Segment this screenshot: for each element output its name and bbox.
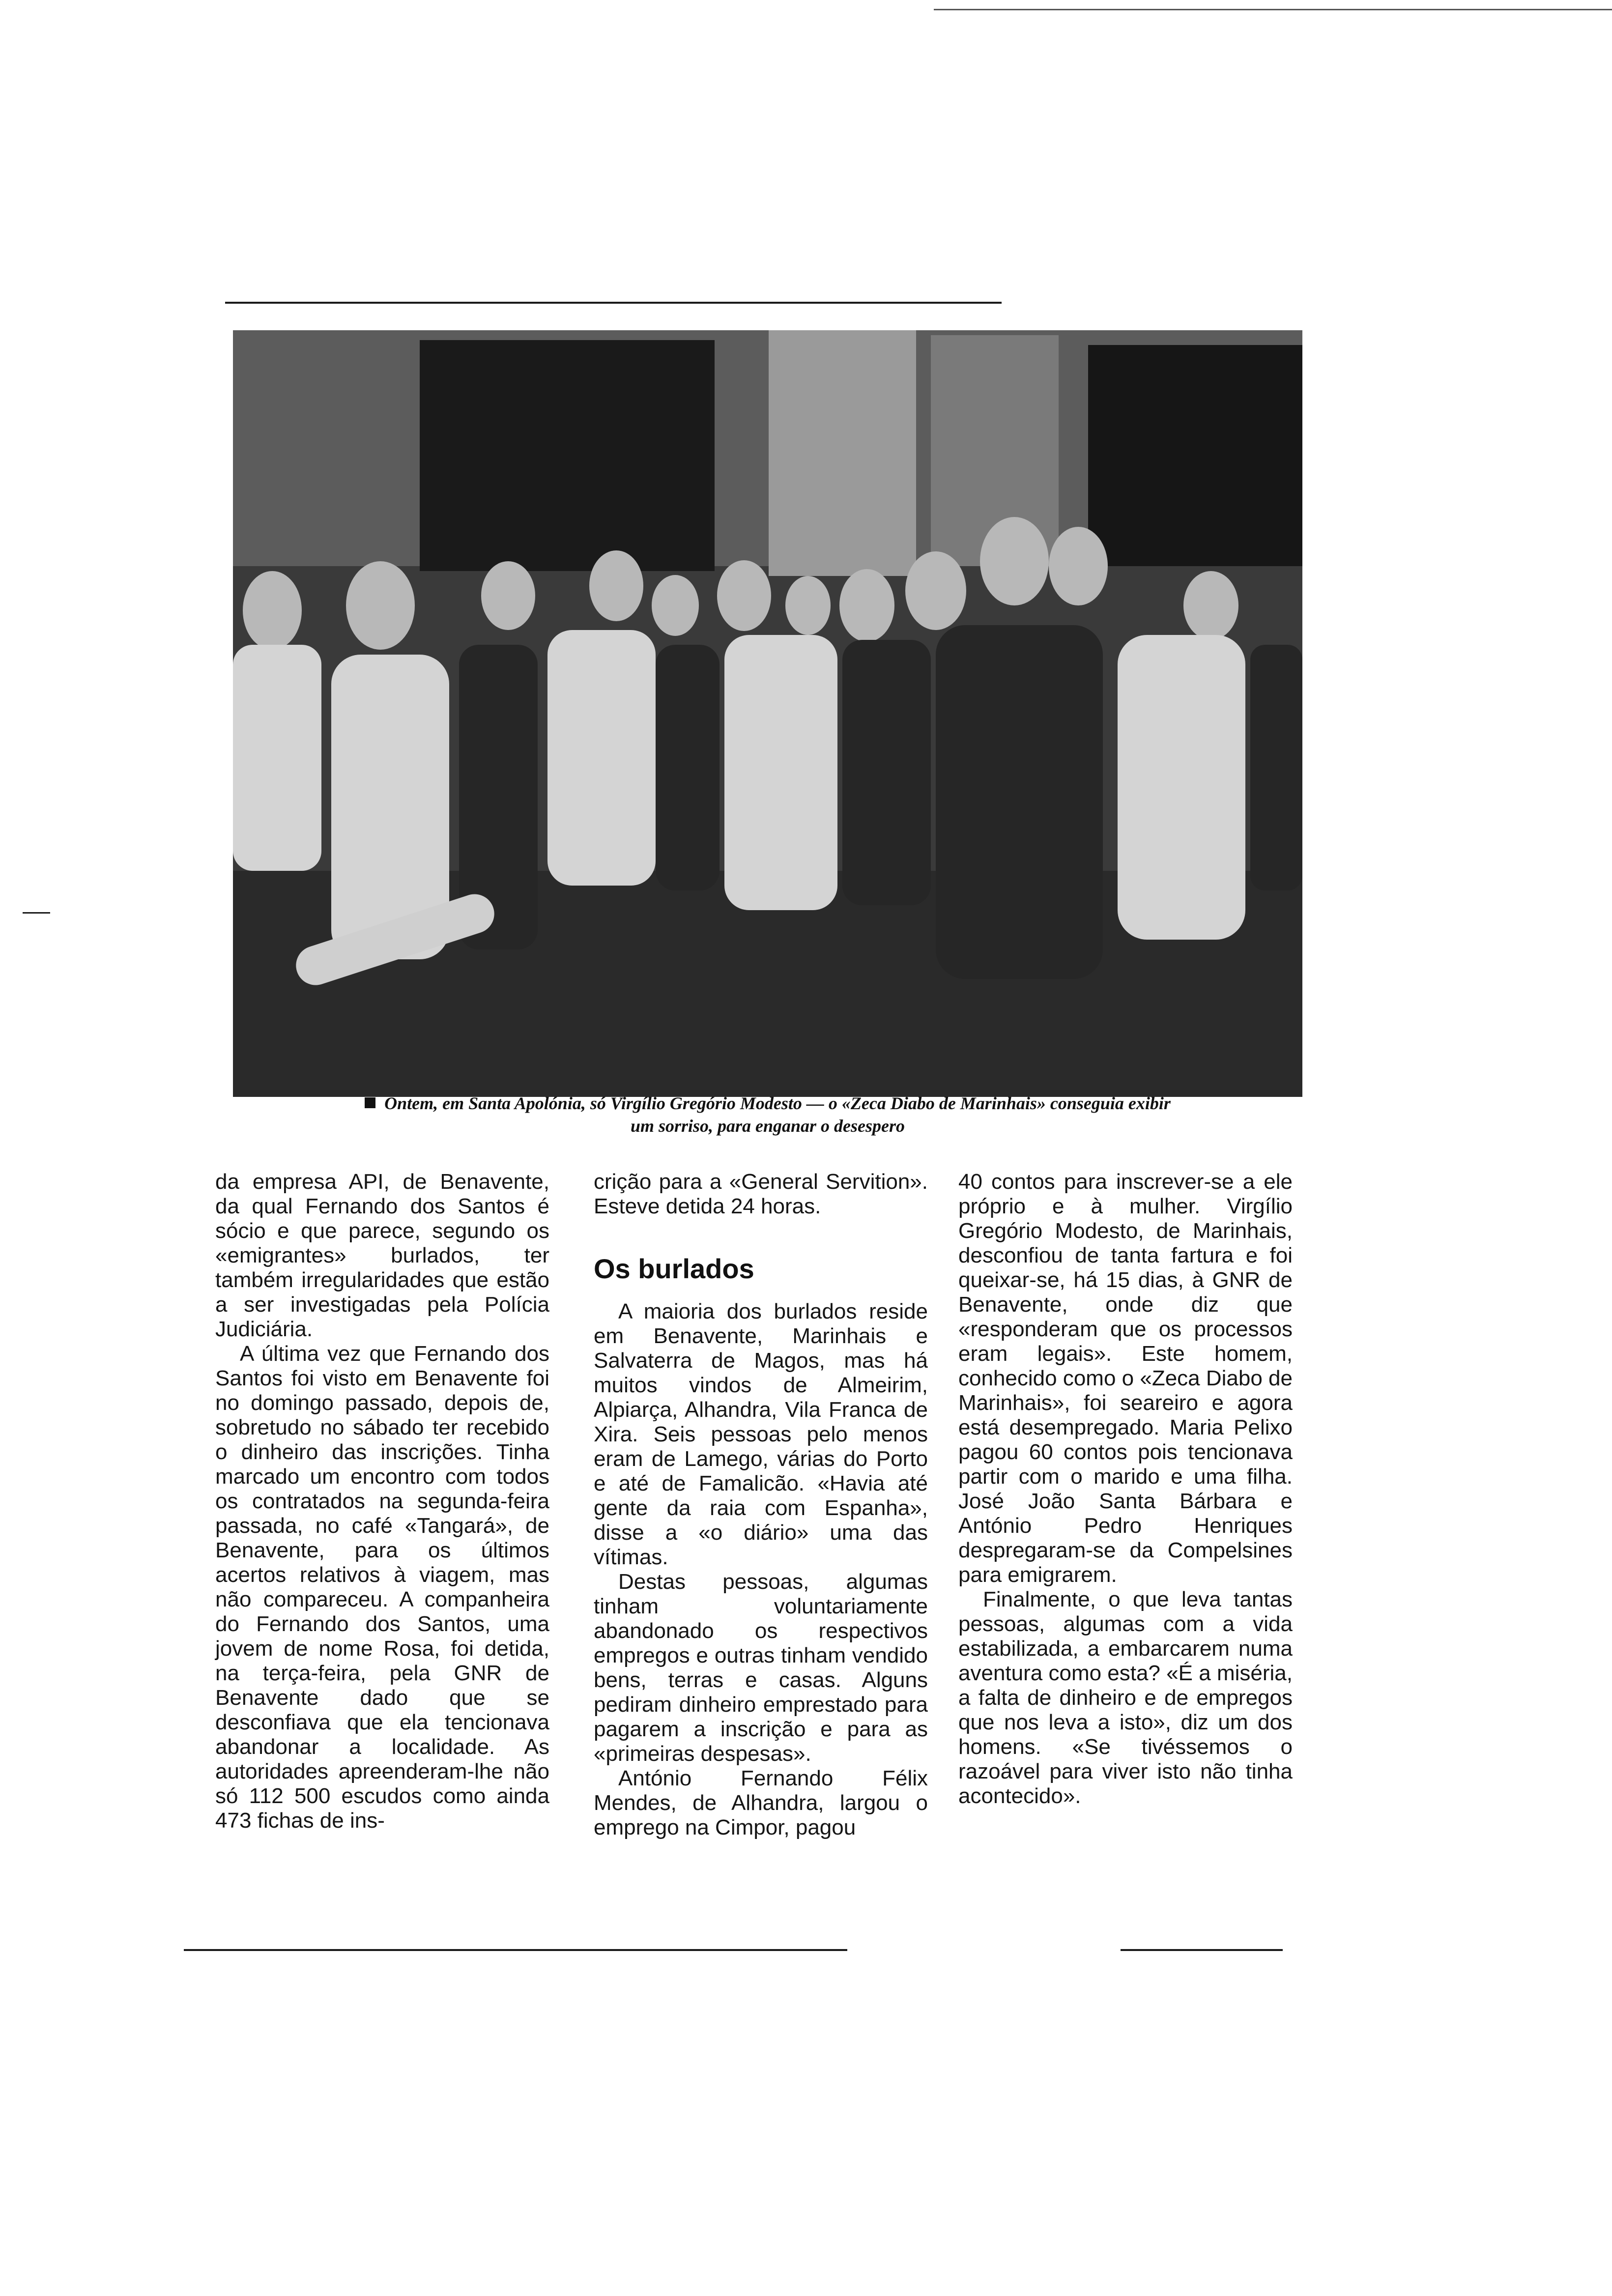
photo-group-of-men-icon — [233, 330, 1302, 1097]
photo-caption — [227, 1092, 1308, 1137]
caption-line-1 — [227, 1092, 1308, 1115]
section-heading: Os burlados — [594, 1253, 754, 1284]
left-margin-mark — [23, 912, 50, 914]
bottom-left-rule — [184, 1949, 847, 1951]
caption-line-1-text: Ontem, em Santa Apolónia, só Virgílio Gregório Modesto — o «Zeca Diabo de Marinhais» conseguia exibir — [384, 1093, 1171, 1113]
paragraph: A maioria dos burlados reside em Benavente, Marinhais e Salvaterra de Magos, mas há muitos vindos de Almeirim, Alpiarça, Alhandra, Vila Franca de Xira. Seis pessoas pelo menos eram de Lamego, várias do Porto e até de Famalicão. «Havia até gente da raia com Espanha», disse a «o diário» uma das vítimas. — [594, 1299, 928, 1569]
article-column-1 — [215, 1170, 549, 1833]
paragraph: António Fernando Félix Mendes, de Alhandra, largou o emprego na Cimpor, pagou — [594, 1766, 928, 1839]
paragraph: da empresa API, de Benavente, da qual Fernando dos Santos é sócio e que parece, segundo os «emigrantes» burlados, ter também irregularidades que estão a ser investigadas pela Polícia Judiciária. — [215, 1170, 549, 1341]
paragraph: crição para a «General Servition». Esteve detida 24 horas. — [594, 1170, 928, 1218]
paragraph: 40 contos para inscrever-se a ele próprio e à mulher. Virgílio Gregório Modesto, de Marinhais, desconfiou de tanta fartura e foi queixar-se, há 15 dias, à GNR de Benavente, onde diz que «responderam que os processos eram legais». Este homem, conhecido como o «Zeca Diabo de Marinhais», foi seareiro e agora está desempregado. Maria Pelixo pagou 60 contos pois tencionava partir com o marido e uma filha. José João Santa Bárbara e António Pedro Henriques despregaram-se da Compelsines para emigrarem. — [958, 1170, 1293, 1587]
paragraph: Finalmente, o que leva tantas pessoas, algumas com a vida estabilizada, a embarcarem numa aventura como esta? «É a miséria, a falta de dinheiro e de empregos que nos leva a isto», diz um dos homens. «Se tivéssemos o razoável para viver isto não tinha acontecido». — [958, 1587, 1293, 1808]
news-photograph — [233, 330, 1302, 1097]
bullet-square-icon — [365, 1097, 375, 1108]
caption-line-2: um sorriso, para enganar o desespero — [630, 1116, 905, 1136]
article-column-2 — [594, 1170, 928, 1840]
top-scan-artifact-line — [934, 9, 1612, 10]
bottom-right-rule — [1121, 1949, 1283, 1951]
paragraph: A última vez que Fernando dos Santos foi visto em Benavente foi no domingo passado, depois de, sobretudo no sábado ter recebido o dinheiro das inscrições. Tinha marcado um encontro com todos os contratados na segunda-feira passada, no café «Tangará», de Benavente, para os últimos acertos relativos à viagem, mas não compareceu. A companheira do Fernando dos Santos, uma jovem de nome Rosa, foi detida, na terça-feira, pela GNR de Benavente dado que se desconfiava que ela tencionava abandonar a localidade. As autoridades apreenderam-lhe não só 112 500 escudos como ainda 473 fichas de ins- — [215, 1342, 549, 1833]
article-column-3 — [958, 1170, 1293, 1808]
paragraph: Destas pessoas, algumas tinham voluntariamente abandonado os respectivos empregos e outras tinham vendido bens, terras e casas. Alguns pediram dinheiro emprestado para pagarem a inscrição e para as «primeiras despesas». — [594, 1570, 928, 1766]
photo-top-rule — [225, 302, 1002, 304]
